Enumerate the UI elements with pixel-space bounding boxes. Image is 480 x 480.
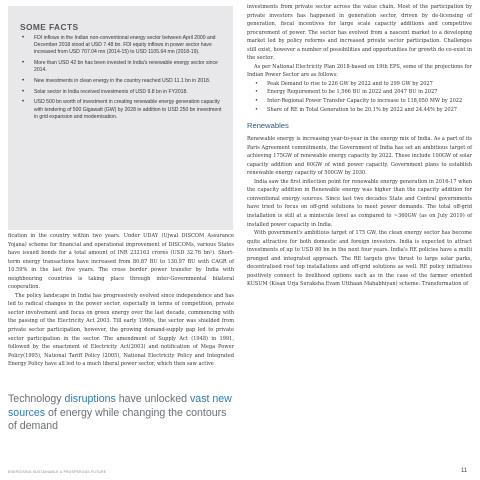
facts-sidebar [8,6,233,230]
pull-quote-highlight: disruptions [64,393,116,405]
section-heading: Renewables [247,121,289,131]
fact-item: • Solar sector in India received investments of USD 9.8 bn in FY2018. [20,89,225,96]
page-footer: ENERGISING SUSTAINABLE & PROSPEROUS FUTURE [8,470,107,474]
fact-item: • New investments in clean energy in the country reached USD 11.1 bn in 2018. [20,78,225,85]
page-number: 11 [461,468,468,474]
pull-quote-text: of energy while changing the contours of demand [8,406,227,432]
pull-quote [8,393,238,434]
body-paragraph: investments from private sector across the value chain. Most of the participation by private investors has happened in generation sector, driven by de-licensing of generation, fiscal incentives for large scale capacity additions and competitive procurement of power. The sector has evolved from a nascent market to a developing market led by policy reforms and increased private sector participation. Challenges still exist, however a number of possibilities and opportunities for growth do co-exist in the sector. [247,4,472,62]
body-paragraph: With government's ambitious target of 175 GW, the clean energy sector has become quite attractive for both domestic and foreign investors. India is expected to attract investments of up to USD 80 bn in the next four years. India's RE policies have a multi pronged and integrated approach. The RE targets give thrust to large solar parks, decentralised roof top installations and off-grid solutions as well. RE policy initiatives positively connect to livelihood options such as in the case of the farmer oriented KUSUM (Kisan Urja Suraksha Evam Utthaan Mahabhiyan) scheme. Transformation of [247,230,472,288]
pull-quote-text: have unlocked [115,393,190,405]
body-paragraph: As per National Electricity Plan 2018-based on 19th EPS, some of the projections for Indian Power Sector are as follows: [247,63,472,79]
facts-title: SOME FACTS [20,22,79,32]
fact-item: • USD 500 bn worth of investment in creating renewable energy generation capacity with tendering of 500 Gigawatt (GW) by 2028 in addition to USD 250 bn investment in grid expansion and modernisation. [20,99,225,121]
projection-item: • Inter-Regional Power Transfer Capacity to increase to 118,050 MW by 2022 [259,97,472,106]
body-paragraph: India saw the first inflection point for renewable energy generation in 2016-17 when the capacity addition in Renewable energy was higher than the capacity addition for conventional energy sources. Since last two decades State and Central governments have tried to focus on off-grid solutions to meet power demands. The total off-grid installation is still at a miniscule level as compared to ~360GW (as on July 2019) of installed power capacity in India. [247,178,472,228]
facts-list [20,35,225,121]
fact-item: • More than USD 42 bn has been invested in India's renewable energy sector since 2014. [20,60,225,74]
pull-quote-text: Technology [8,393,65,405]
body-paragraph: The policy landscape in India has progressively evolved since independence and has led to radical changes in the power sector, especially in terms of competition, private sector involvement and focus on green energy over the last decade, commencing with the passing of the Electricity Act 2003. Till early 1990s, the sector was shielded from private sector participation, however, the growing demand-supply gap led to private sector participation in the sector. The amendment of Supply Act (1948) in 1991, followed by the enactment of Electricity Act(2003) and notification of Mega Power Policy(1995), National Tariff Policy (2005), National Electricity Policy and Integrated Energy Policy have all led to a much liberal power sector, which then saw active [8,292,234,368]
left-column [8,232,234,369]
body-paragraph: Renewable energy is increasing year-to-year in the energy mix of India. As a part of its Paris Agreement commitments, the Government of India has set an ambitious target of achieving 175GW of renewable energy capacity by 2022. These include 100GW of solar capacity addition and 60GW of wind power capacity. Government plans to establish renewable energy capacity of 500GW by 2030. [247,136,472,177]
projection-item: • Peak Demand to rise to 226 GW by 2022 and to 299 GW by 2027 [259,80,472,89]
pull-quote-highlight: vast new sources [8,393,232,419]
projection-item: • Share of RE in Total Generation to be 20.1% by 2022 and 24.44% by 2027 [259,106,472,115]
fact-item: • FDI inflows in the Indian non-conventional energy sector between April 2000 and December 2018 stood at USD 7.48 bn. FDI equity inflows in power sector have increased from USD 707.04 mn (2014-15) to USD 1105.64 mn (2018-19). [20,35,225,57]
right-column [247,3,472,289]
projection-list [247,80,472,114]
projection-item: • Energy Requirement to be 1,566 BU in 2022 and 2047 BU in 2027 [259,88,472,97]
body-paragraph: fication in the country within two years. Under UDAY (Ujwal DISCOM Assurance Yojana) scheme for financial and operational improvement of DISCOMs, various States have issued bonds for a total amount of INR 232163 crores (USD 32.76 bn⁵). Short-term energy transactions have increased from 80.87 BU to 130.97 BU with CAGR of 10.59% in the last five years. The cross border power transfer by India with neighbouring countries is taking place through inter-Governmental bilateral cooperation. [8,233,234,291]
